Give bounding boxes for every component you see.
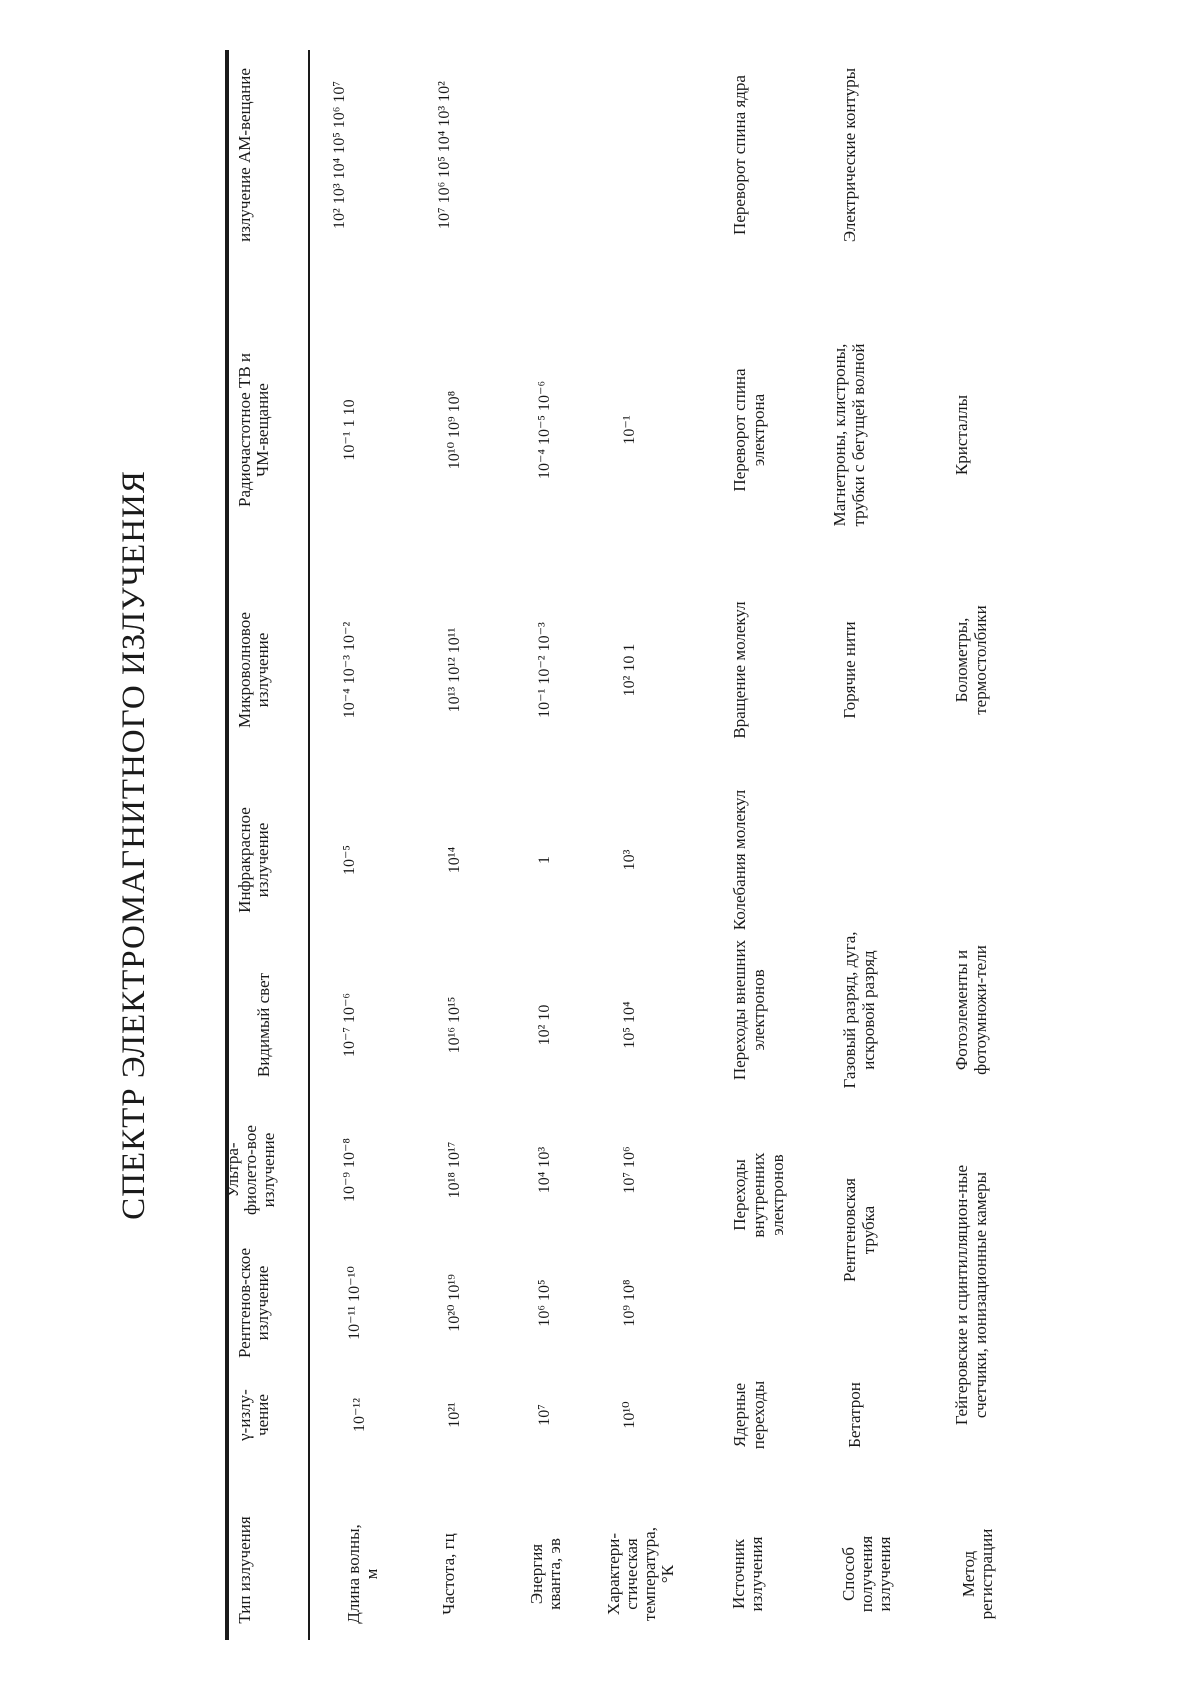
frequency-gamma: 10²¹: [446, 1402, 463, 1428]
temperature-radio-tv: 10⁻¹: [621, 415, 638, 445]
wavelength-gamma: 10⁻¹²: [351, 1397, 368, 1433]
header-rule: [308, 50, 310, 1640]
detection-radio-tv: Кристаллы: [952, 394, 971, 476]
frequency-xray: 10²⁰ 10¹⁹: [446, 1274, 463, 1332]
energy-visible: 10² 10: [536, 1004, 553, 1046]
energy-ir: 1: [536, 856, 553, 864]
frequency-micro: 10¹³ 10¹² 10¹¹: [446, 627, 463, 713]
header-ir: Инфракрасное излучение: [235, 807, 272, 913]
row-label-energy: Энергия кванта, эв: [527, 1538, 564, 1610]
temperature-gamma: 10¹⁰: [621, 1401, 638, 1429]
frequency-visible: 10¹⁶ 10¹⁵: [446, 996, 463, 1054]
energy-gamma: 10⁷: [536, 1404, 553, 1426]
top-rule: [225, 50, 229, 1640]
frequency-uv: 10¹⁸ 10¹⁷: [446, 1141, 463, 1199]
row-label-frequency: Частота, гц: [439, 1533, 458, 1615]
wavelength-uv: 10⁻⁹ 10⁻⁸: [341, 1137, 358, 1203]
header-micro: Микроволновое излучение: [235, 612, 272, 728]
header-xray: Рентгенов-ское излучение: [235, 1247, 272, 1359]
row-label-temperature: Характери-стическая температура, °К: [604, 1527, 677, 1621]
row-label-source: Источник излучения: [729, 1536, 766, 1612]
temperature-xray: 10⁹ 10⁸: [621, 1279, 638, 1327]
wavelength-ir: 10⁻⁵: [341, 844, 358, 876]
temperature-ir: 10³: [621, 849, 638, 871]
header-gamma: γ-излу-чение: [235, 1389, 272, 1441]
source-radio-tv: Переворот спина электрона: [730, 368, 768, 492]
temperature-uv: 10⁷ 10⁶: [621, 1146, 638, 1194]
page-title: СПЕКТР ЭЛЕКТРОМАГНИТНОГО ИЗЛУЧЕНИЯ: [116, 470, 152, 1220]
source-gamma: Ядерные переходы: [730, 1380, 768, 1450]
production-visible: Газовый разряд, дуга, искровой разряд: [840, 931, 878, 1089]
production-gamma: Бетатрон: [845, 1382, 864, 1448]
detection-gamma-xray: Гейгеровские и сцинтилляцион-ные счетчики, ионизационные камеры: [952, 1164, 990, 1426]
frequency-radio-am: 10⁷ 10⁶ 10⁵ 10⁴ 10³ 10²: [436, 81, 453, 229]
source-radio-am: Переворот спина ядра: [730, 75, 749, 235]
frequency-ir: 10¹⁴: [446, 846, 463, 874]
energy-micro: 10⁻¹ 10⁻² 10⁻³: [536, 622, 553, 718]
temperature-micro: 10² 10 1: [621, 643, 638, 697]
header-radio-am: излучение АМ-вещание: [235, 68, 254, 242]
wavelength-radio-am: 10² 10³ 10⁴ 10⁵ 10⁶ 10⁷: [331, 81, 348, 229]
wavelength-visible: 10⁻⁷ 10⁻⁶: [341, 992, 358, 1058]
energy-radio-tv: 10⁻⁴ 10⁻⁵ 10⁻⁶: [536, 380, 553, 480]
production-radio-tv: Магнетроны, клистроны, трубки с бегущей волной: [830, 343, 868, 527]
source-xray-uv: Переходы внутренних электронов: [730, 1152, 787, 1238]
header-uv: Ультра-фиолето-вое излучение: [223, 1125, 278, 1215]
header-visible: Видимый свет: [254, 972, 273, 1078]
frequency-radio-tv: 10¹⁰ 10⁹ 10⁸: [446, 390, 463, 470]
source-ir: Колебания молекул: [730, 789, 749, 931]
energy-xray: 10⁶ 10⁵: [536, 1279, 553, 1327]
wavelength-micro: 10⁻⁴ 10⁻³ 10⁻²: [341, 621, 358, 719]
source-visible: Переходы внешних электронов: [730, 939, 768, 1081]
detection-micro: Болометры, термостолбики: [952, 605, 990, 715]
source-micro: Вращение молекул: [730, 601, 749, 739]
energy-uv: 10⁴ 10³: [536, 1146, 553, 1194]
wavelength-xray: 10⁻¹¹ 10⁻¹⁰: [346, 1266, 363, 1340]
row-label-production: Способ получения излучения: [839, 1535, 894, 1613]
header-radio-tv: Радиочастотное ТВ и ЧМ-вещание: [235, 352, 272, 508]
header-type: Тип излучения: [235, 1516, 254, 1624]
wavelength-radio-tv: 10⁻¹ 1 10: [341, 399, 358, 461]
production-xray: Рентгеновская трубка: [840, 1177, 878, 1283]
production-micro: Горячие нити: [840, 621, 859, 719]
rotated-page: [40, 45, 1180, 1645]
row-label-detection: Метод регистрации: [959, 1528, 996, 1620]
temperature-visible: 10⁵ 10⁴: [621, 1001, 638, 1049]
production-radio-am: Электрические контуры: [840, 67, 859, 243]
row-label-wavelength: Длина волны, м: [344, 1524, 381, 1624]
detection-visible: Фотоэлементы и фотоумножи-тели: [952, 945, 990, 1075]
